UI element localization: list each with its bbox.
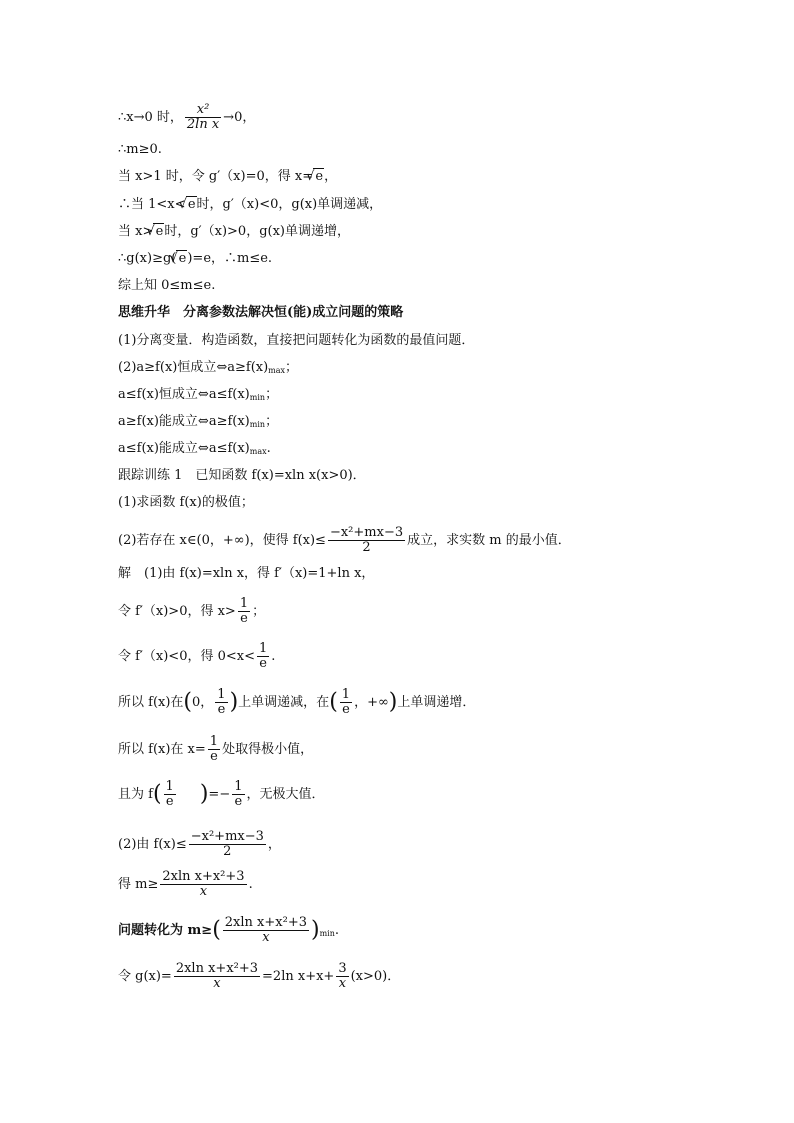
line-5 [118,223,350,240]
line-22 [118,780,325,809]
numerator: 1 [239,596,249,611]
text: a≤f(x)恒成立⇔a≤f(x) [118,387,250,402]
fraction [328,526,405,555]
line-20 [118,688,475,717]
exercise-heading: 跟踪训练 1 已知函数 f(x)=xln x(x>0)． [118,468,366,483]
text: ； [285,360,299,375]
right-paren: ) [310,917,320,943]
text: (2)a≥f(x)恒成立⇔a≥f(x) [118,360,269,375]
numerator: 2xln x+x²+3 [162,869,245,884]
line-26 [118,962,400,991]
fraction [185,103,221,132]
text: 时，g′（x)<0，g(x)单调递减， [196,197,383,212]
numerator: 1 [234,779,243,794]
denominator: x [213,976,221,991]
text: a≤f(x)能成立⇔a≤f(x) [118,441,250,456]
line-18 [118,597,265,626]
line-25 [118,916,339,945]
fraction [238,597,250,626]
left-paren: ( [212,917,221,943]
subscript: max [249,447,267,456]
text: →0， [223,110,256,125]
line-6 [118,250,272,267]
line-19 [118,642,275,671]
text: 上单调递增． [397,695,476,710]
denominator: x [338,976,347,991]
text: ，无极大值． [246,787,325,802]
numerator: x² [185,103,221,118]
text: 上单调递减，在 [238,695,330,710]
denominator: 2 [362,540,371,555]
sqrt-e: √ e [176,250,187,267]
denominator: e [165,794,174,809]
line-10 [118,360,298,379]
right-paren: ) [388,689,398,715]
denominator: e [259,656,267,671]
text: ； [252,604,266,619]
text: (2)由 f(x)≤ [118,837,187,852]
denominator: e [342,702,350,717]
line-17: 解 (1)由 f(x)=xln x，得 f′（x)=1+ln x， [118,566,375,581]
text: 问题转化为 m≥ [118,923,213,938]
denominator: e [217,702,226,717]
right-paren: ) [199,781,209,807]
line-21 [118,735,313,764]
denominator: e [240,611,248,626]
fraction [257,642,269,671]
text: ； [265,414,279,429]
text: ， [324,169,338,184]
sqrt-e: √ e [153,223,164,240]
text: 令 f′（x)>0，得 x> [118,604,236,619]
fraction [174,962,260,991]
line-16 [118,526,571,555]
fraction [223,916,309,945]
line-7: 综上知 0≤m≤e. [118,278,216,293]
fraction [160,870,246,899]
text: 当 x> [118,224,154,239]
denominator: x [199,884,208,899]
text: 当 x>1 时，令 g′（x)=0，得 x= [118,169,314,184]
text: . [271,649,276,664]
text: )=e，∴m≤e. [187,251,273,266]
fraction [336,962,348,991]
text: =2ln x+x+ [262,969,335,984]
numerator: 1 [258,641,268,656]
fraction [208,735,220,764]
text: ； [265,387,279,402]
sqrt-e: √ e [186,196,197,213]
text: 成立，求实数 m 的最小值． [407,533,571,548]
line-9: (1)分离变量．构造函数，直接把问题转化为函数的最值问题． [118,333,475,348]
left-paren: ( [183,689,193,715]
line-13 [118,441,271,460]
left-paren: ( [329,689,338,715]
line-2: ∴m≥0. [118,142,162,157]
line-11 [118,387,278,406]
line-3 [118,168,337,185]
right-paren: ) [229,689,239,715]
text: ∴g(x)≥g( [118,251,177,266]
left-paren: ( [152,781,162,807]
line-1 [118,103,255,132]
text: . [248,877,253,892]
text: 令 g(x)= [118,969,172,984]
numerator: 3 [338,961,347,976]
text: (2)若存在 x∈(0，+∞)，使得 f(x)≤ [118,533,326,548]
line-24 [118,870,253,899]
text: 所以 f(x)在 [118,695,184,710]
line-12 [118,414,278,433]
fraction [164,780,176,809]
text: 得 m≥ [118,877,159,892]
text: =− [208,787,231,802]
text: 0， [192,695,214,710]
subscript: min [249,393,266,402]
text: a≥f(x)能成立⇔a≥f(x) [118,414,250,429]
fraction [189,830,266,859]
line-23 [118,830,281,859]
numerator: 2xln x+x²+3 [224,915,307,930]
denominator: 2 [223,844,232,859]
denominator: 2ln x [186,117,220,132]
text: . [334,923,340,938]
denominator: e [234,794,243,809]
numerator: 2xln x+x²+3 [175,961,259,976]
fraction [232,780,244,809]
numerator: 1 [209,734,219,749]
section-heading: 思维升华 分离参数法解决恒(能)成立问题的策略 [118,305,404,320]
text: 且为 f [118,787,153,802]
subscript: min [319,929,335,938]
numerator: −x²+mx−3 [190,829,264,844]
text: ，+∞ [354,695,389,710]
text: . [266,441,271,456]
subscript: max [268,366,286,375]
text: 令 f′（x)<0，得 0<x< [118,649,255,664]
numerator: 1 [165,779,174,794]
fraction [215,688,227,717]
text: ∴当 1<x< [118,197,186,212]
numerator: −x²+mx−3 [329,525,404,540]
line-4 [118,196,382,213]
text: (x>0)． [350,969,401,984]
text: ∴x→0 时， [118,110,183,125]
text: 时，g′（x)>0，g(x)单调递增， [164,224,350,239]
subscript: min [249,420,266,429]
numerator: 1 [217,687,226,702]
fraction [340,688,352,717]
denominator: e [210,749,218,764]
text: 处取得极小值， [222,742,314,757]
text: ， [267,837,281,852]
denominator: x [262,930,270,945]
line-15: (1)求函数 f(x)的极值； [118,495,254,510]
sqrt-e: √ e [313,168,324,185]
text: 所以 f(x)在 x= [118,742,206,757]
numerator: 1 [341,687,351,702]
